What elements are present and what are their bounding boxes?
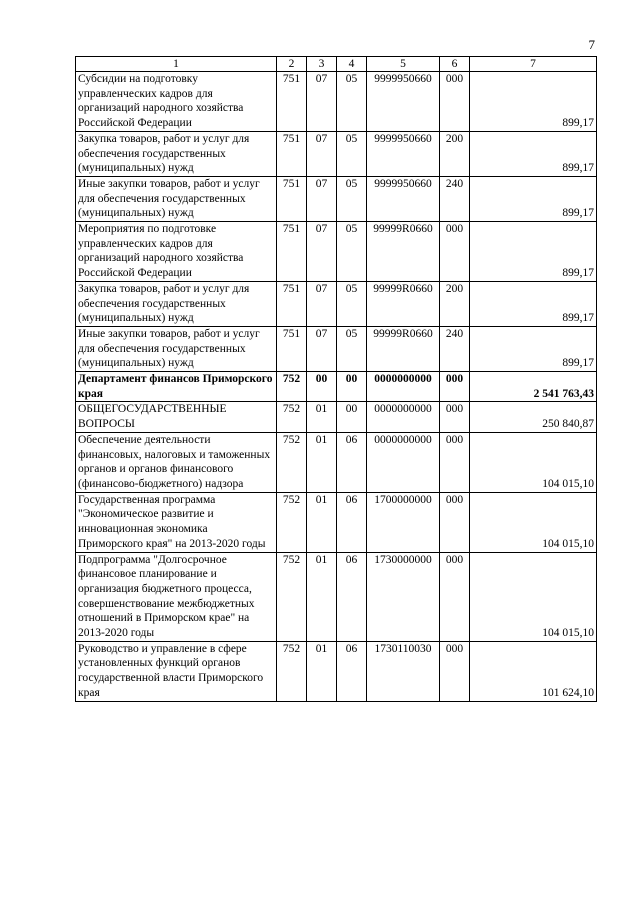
- row-amount-cell: 899,17: [470, 131, 597, 176]
- row-code-cell: 07: [307, 281, 337, 326]
- row-code-cell: 05: [337, 222, 367, 282]
- row-name-cell: Закупка товаров, работ и услуг для обеспечения государственных (муниципальных) нужд: [76, 281, 277, 326]
- table-row: [76, 326, 597, 371]
- row-code-cell: 00: [337, 402, 367, 432]
- row-name-cell: Закупка товаров, работ и услуг для обеспечения государственных (муниципальных) нужд: [76, 131, 277, 176]
- row-amount-cell: 899,17: [470, 281, 597, 326]
- row-code-cell: 000: [440, 641, 470, 701]
- row-amount-cell: 250 840,87: [470, 402, 597, 432]
- row-amount-cell: 104 015,10: [470, 552, 597, 641]
- row-code-cell: 05: [337, 72, 367, 132]
- row-code-cell: 07: [307, 176, 337, 221]
- table-row: [76, 432, 597, 492]
- row-code-cell: 240: [440, 326, 470, 371]
- row-code-cell: 05: [337, 326, 367, 371]
- row-amount-cell: 899,17: [470, 326, 597, 371]
- page-number: 7: [588, 37, 595, 52]
- row-code-cell: 752: [277, 432, 307, 492]
- row-code-cell: 752: [277, 372, 307, 402]
- row-name-cell: Обеспечение деятельности финансовых, налоговых и таможенных органов и органов финансового (финансово-бюджетного) надзора: [76, 432, 277, 492]
- row-amount-cell: 104 015,10: [470, 432, 597, 492]
- row-code-cell: 751: [277, 281, 307, 326]
- row-code-cell: 0000000000: [367, 372, 440, 402]
- row-amount-cell: 899,17: [470, 72, 597, 132]
- table-row: [76, 492, 597, 552]
- row-code-cell: 07: [307, 326, 337, 371]
- row-code-cell: 0000000000: [367, 402, 440, 432]
- row-code-cell: 751: [277, 222, 307, 282]
- table-row: [76, 72, 597, 132]
- row-code-cell: 000: [440, 492, 470, 552]
- table-row: [76, 641, 597, 701]
- row-code-cell: 05: [337, 176, 367, 221]
- row-name-cell: Иные закупки товаров, работ и услуг для обеспечения государственных (муниципальных) нужд: [76, 176, 277, 221]
- row-name-cell: Государственная программа "Экономическое развитие и инновационная экономика Приморского края" на 2013-2020 годы: [76, 492, 277, 552]
- row-name-cell: Субсидии на подготовку управленческих кадров для организаций народного хозяйства Российской Федерации: [76, 72, 277, 132]
- row-code-cell: 99999R0660: [367, 326, 440, 371]
- table-row: [76, 176, 597, 221]
- row-code-cell: 06: [337, 432, 367, 492]
- column-header: 3: [307, 57, 337, 72]
- row-amount-cell: 899,17: [470, 176, 597, 221]
- row-code-cell: 07: [307, 72, 337, 132]
- row-amount-cell: 899,17: [470, 222, 597, 282]
- column-header: 4: [337, 57, 367, 72]
- row-code-cell: 9999950660: [367, 176, 440, 221]
- column-header: 1: [76, 57, 277, 72]
- row-name-cell: Департамент финансов Приморского края: [76, 372, 277, 402]
- row-code-cell: 200: [440, 281, 470, 326]
- row-code-cell: 200: [440, 131, 470, 176]
- row-code-cell: 1700000000: [367, 492, 440, 552]
- row-code-cell: 752: [277, 492, 307, 552]
- row-code-cell: 751: [277, 326, 307, 371]
- row-code-cell: 000: [440, 372, 470, 402]
- row-code-cell: 00: [337, 372, 367, 402]
- row-code-cell: 99999R0660: [367, 222, 440, 282]
- row-code-cell: 751: [277, 131, 307, 176]
- column-header: 6: [440, 57, 470, 72]
- row-code-cell: 1730000000: [367, 552, 440, 641]
- row-code-cell: 9999950660: [367, 131, 440, 176]
- table-row: [76, 281, 597, 326]
- row-code-cell: 000: [440, 72, 470, 132]
- row-name-cell: Руководство и управление в сфере установленных функций органов государственной власти Приморского края: [76, 641, 277, 701]
- column-header: 7: [470, 57, 597, 72]
- row-code-cell: 06: [337, 641, 367, 701]
- budget-table: [75, 56, 597, 702]
- row-code-cell: 06: [337, 492, 367, 552]
- row-amount-cell: 104 015,10: [470, 492, 597, 552]
- row-code-cell: 000: [440, 402, 470, 432]
- table-row: [76, 552, 597, 641]
- row-name-cell: Мероприятия по подготовке управленческих кадров для организаций народного хозяйства Российской Федерации: [76, 222, 277, 282]
- column-header: 5: [367, 57, 440, 72]
- column-header: 2: [277, 57, 307, 72]
- table-row: [76, 402, 597, 432]
- row-name-cell: Иные закупки товаров, работ и услуг для обеспечения государственных (муниципальных) нужд: [76, 326, 277, 371]
- row-code-cell: 01: [307, 432, 337, 492]
- row-code-cell: 000: [440, 222, 470, 282]
- row-code-cell: 01: [307, 552, 337, 641]
- row-code-cell: 00: [307, 372, 337, 402]
- row-code-cell: 0000000000: [367, 432, 440, 492]
- row-code-cell: 751: [277, 72, 307, 132]
- row-code-cell: 99999R0660: [367, 281, 440, 326]
- row-code-cell: 752: [277, 402, 307, 432]
- row-code-cell: 01: [307, 641, 337, 701]
- row-code-cell: 000: [440, 552, 470, 641]
- row-code-cell: 000: [440, 432, 470, 492]
- row-code-cell: 752: [277, 552, 307, 641]
- row-amount-cell: 101 624,10: [470, 641, 597, 701]
- row-name-cell: Подпрограмма "Долгосрочное финансовое планирование и организация бюджетного процесса, совершенствование межбюджетных отношений в Приморском крае" на 2013-2020 годы: [76, 552, 277, 641]
- row-code-cell: 07: [307, 222, 337, 282]
- row-name-cell: ОБЩЕГОСУДАРСТВЕННЫЕ ВОПРОСЫ: [76, 402, 277, 432]
- table-row: [76, 222, 597, 282]
- row-code-cell: 751: [277, 176, 307, 221]
- row-code-cell: 07: [307, 131, 337, 176]
- row-code-cell: 01: [307, 492, 337, 552]
- table-row: [76, 131, 597, 176]
- table-header-row: [76, 57, 597, 72]
- row-code-cell: 05: [337, 281, 367, 326]
- row-code-cell: 240: [440, 176, 470, 221]
- row-code-cell: 1730110030: [367, 641, 440, 701]
- row-code-cell: 9999950660: [367, 72, 440, 132]
- row-code-cell: 05: [337, 131, 367, 176]
- row-amount-cell: 2 541 763,43: [470, 372, 597, 402]
- row-code-cell: 752: [277, 641, 307, 701]
- table-row: [76, 372, 597, 402]
- row-code-cell: 01: [307, 402, 337, 432]
- row-code-cell: 06: [337, 552, 367, 641]
